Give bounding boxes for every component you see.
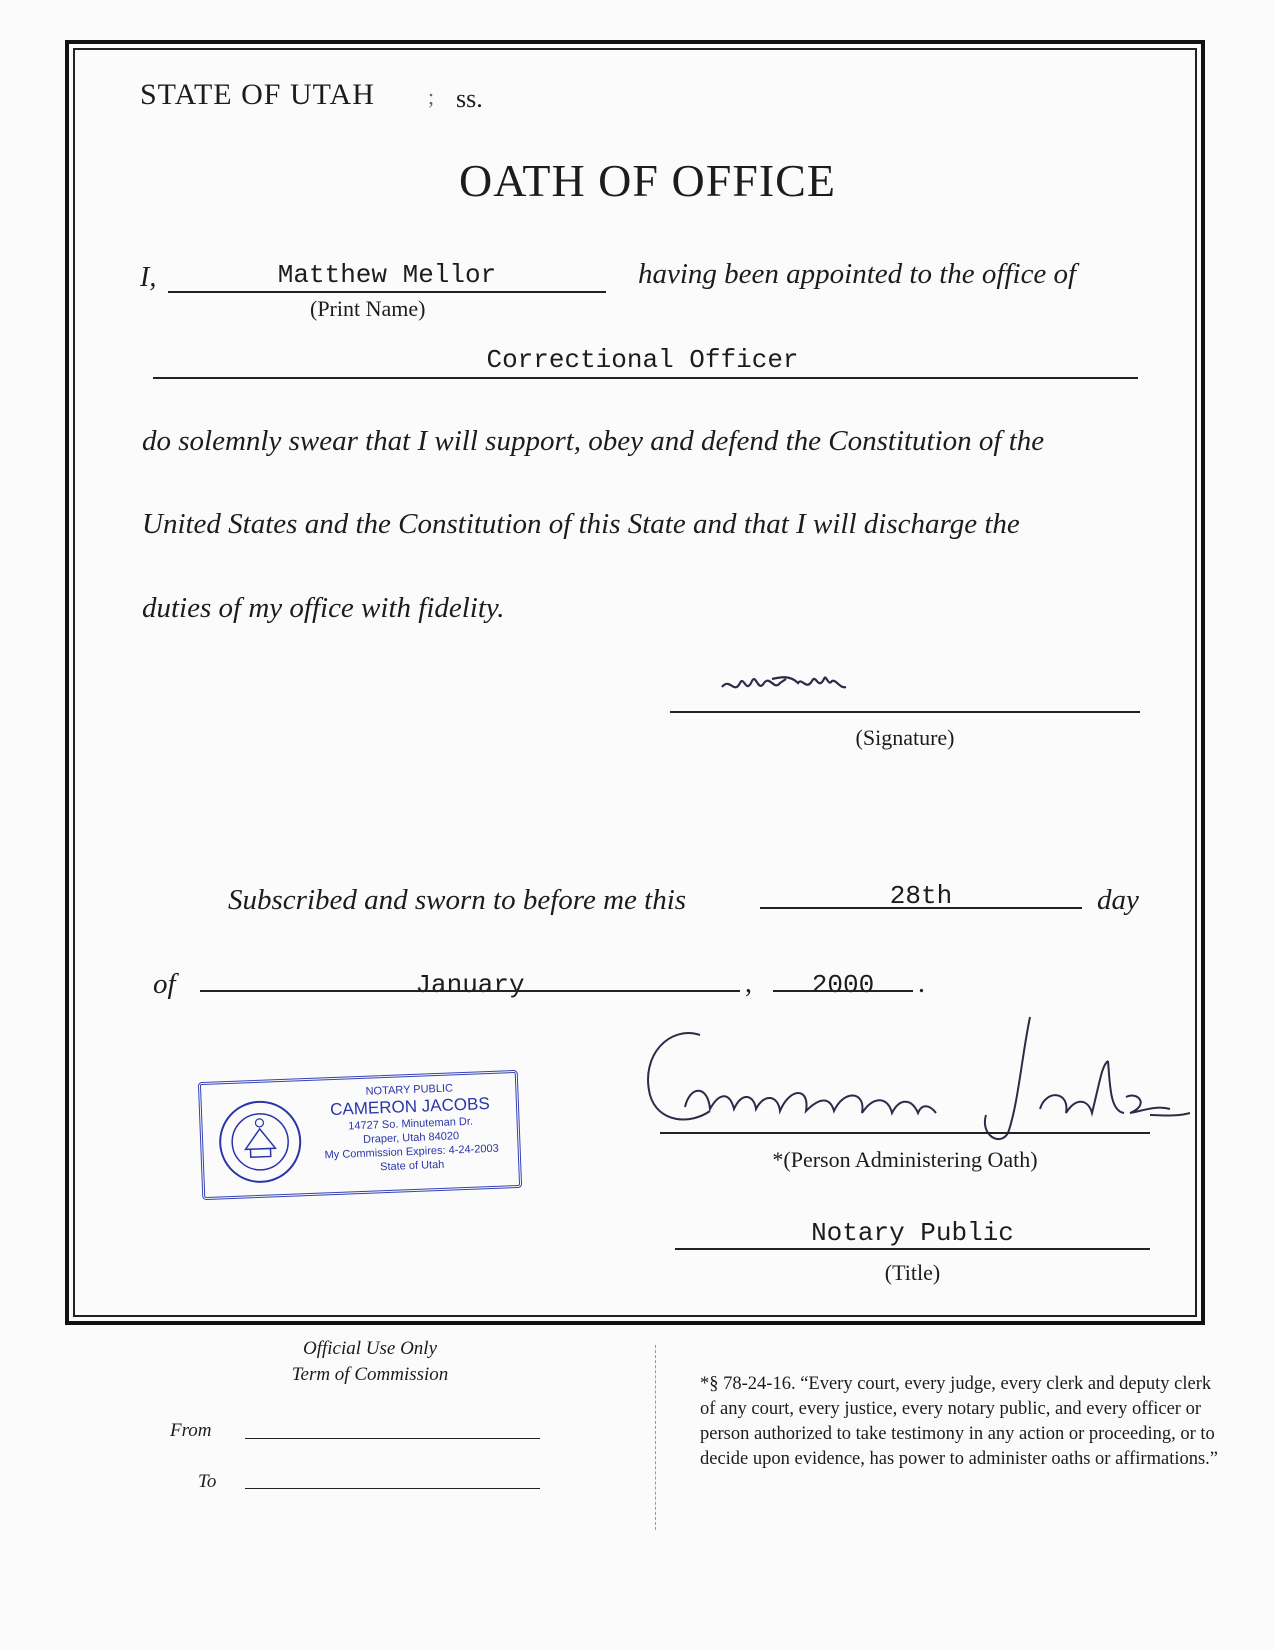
month-value: January xyxy=(415,970,525,1000)
of-label: of xyxy=(153,968,176,1000)
official-use-heading xyxy=(240,1336,500,1388)
oath-body-line: United States and the Constitution of this State and that I will discharge the xyxy=(142,508,1020,540)
venue-ss: ss. xyxy=(456,84,483,113)
stamp-state: State of Utah xyxy=(379,1158,445,1174)
stamp-address-line: 14727 So. Minuteman Dr. xyxy=(348,1115,474,1133)
signature-label: (Signature) xyxy=(855,725,955,750)
office-line xyxy=(153,377,1138,379)
from-line xyxy=(245,1438,540,1439)
notary-signature xyxy=(630,1015,1220,1150)
day-label: day xyxy=(1097,884,1139,916)
to-line xyxy=(245,1488,540,1489)
oath-body-line: do solemnly swear that I will support, obey and defend the Constitution of the xyxy=(142,425,1045,457)
appointed-text: having been appointed to the office of xyxy=(638,258,1077,290)
signature-line xyxy=(670,711,1140,713)
state-heading: STATE OF UTAH xyxy=(140,78,375,111)
date-comma: , xyxy=(745,968,752,999)
stamp-address-line: Draper, Utah 84020 xyxy=(362,1130,460,1146)
date-period: . xyxy=(918,968,925,999)
footer-divider xyxy=(655,1345,656,1530)
state-seal-icon xyxy=(216,1097,305,1186)
statute-citation: *§ 78-24-16. “Every court, every judge, every clerk and deputy clerk of any court, every justice, every notary public, and every officer or person authorized to take testimony in any action or proceeding, or to decide upon evidence, has power to administer oaths or affirmations.” xyxy=(700,1374,1219,1469)
title-line xyxy=(675,1248,1150,1250)
venue-bracket: ; xyxy=(428,84,435,109)
stamp-expiration: My Commission Expires: 4-24-2003 xyxy=(324,1142,499,1162)
to-label: To xyxy=(198,1471,217,1492)
day-value: 28th xyxy=(889,881,953,911)
print-name-line xyxy=(168,291,606,293)
stamp-title: NOTARY PUBLIC xyxy=(365,1082,454,1098)
month-line xyxy=(200,990,740,992)
official-use-label: Official Use Only xyxy=(302,1338,438,1359)
title-label: (Title) xyxy=(884,1260,941,1285)
day-line xyxy=(760,907,1082,909)
administering-label: *(Person Administering Oath) xyxy=(772,1147,1038,1172)
administering-signature-line xyxy=(660,1132,1150,1134)
oath-body-line: duties of my office with fidelity. xyxy=(142,592,505,624)
year-line xyxy=(773,990,913,992)
affiant-signature xyxy=(720,665,860,710)
year-value: 2000 xyxy=(811,970,875,1000)
term-of-commission-label: Term of Commission xyxy=(291,1364,449,1385)
oath-i-label: I, xyxy=(140,262,157,293)
affiant-name-value: Matthew Mellor xyxy=(277,260,497,290)
office-value: Correctional Officer xyxy=(486,345,799,375)
subscribed-text: Subscribed and sworn to before me this xyxy=(228,884,687,916)
print-name-label: (Print Name) xyxy=(310,296,426,321)
notary-stamp xyxy=(198,1070,522,1200)
notary-title-value: Notary Public xyxy=(811,1218,1014,1248)
from-label: From xyxy=(170,1420,212,1441)
document-title: OATH OF OFFICE xyxy=(459,155,836,206)
stamp-notary-name: CAMERON JACOBS xyxy=(329,1094,491,1120)
